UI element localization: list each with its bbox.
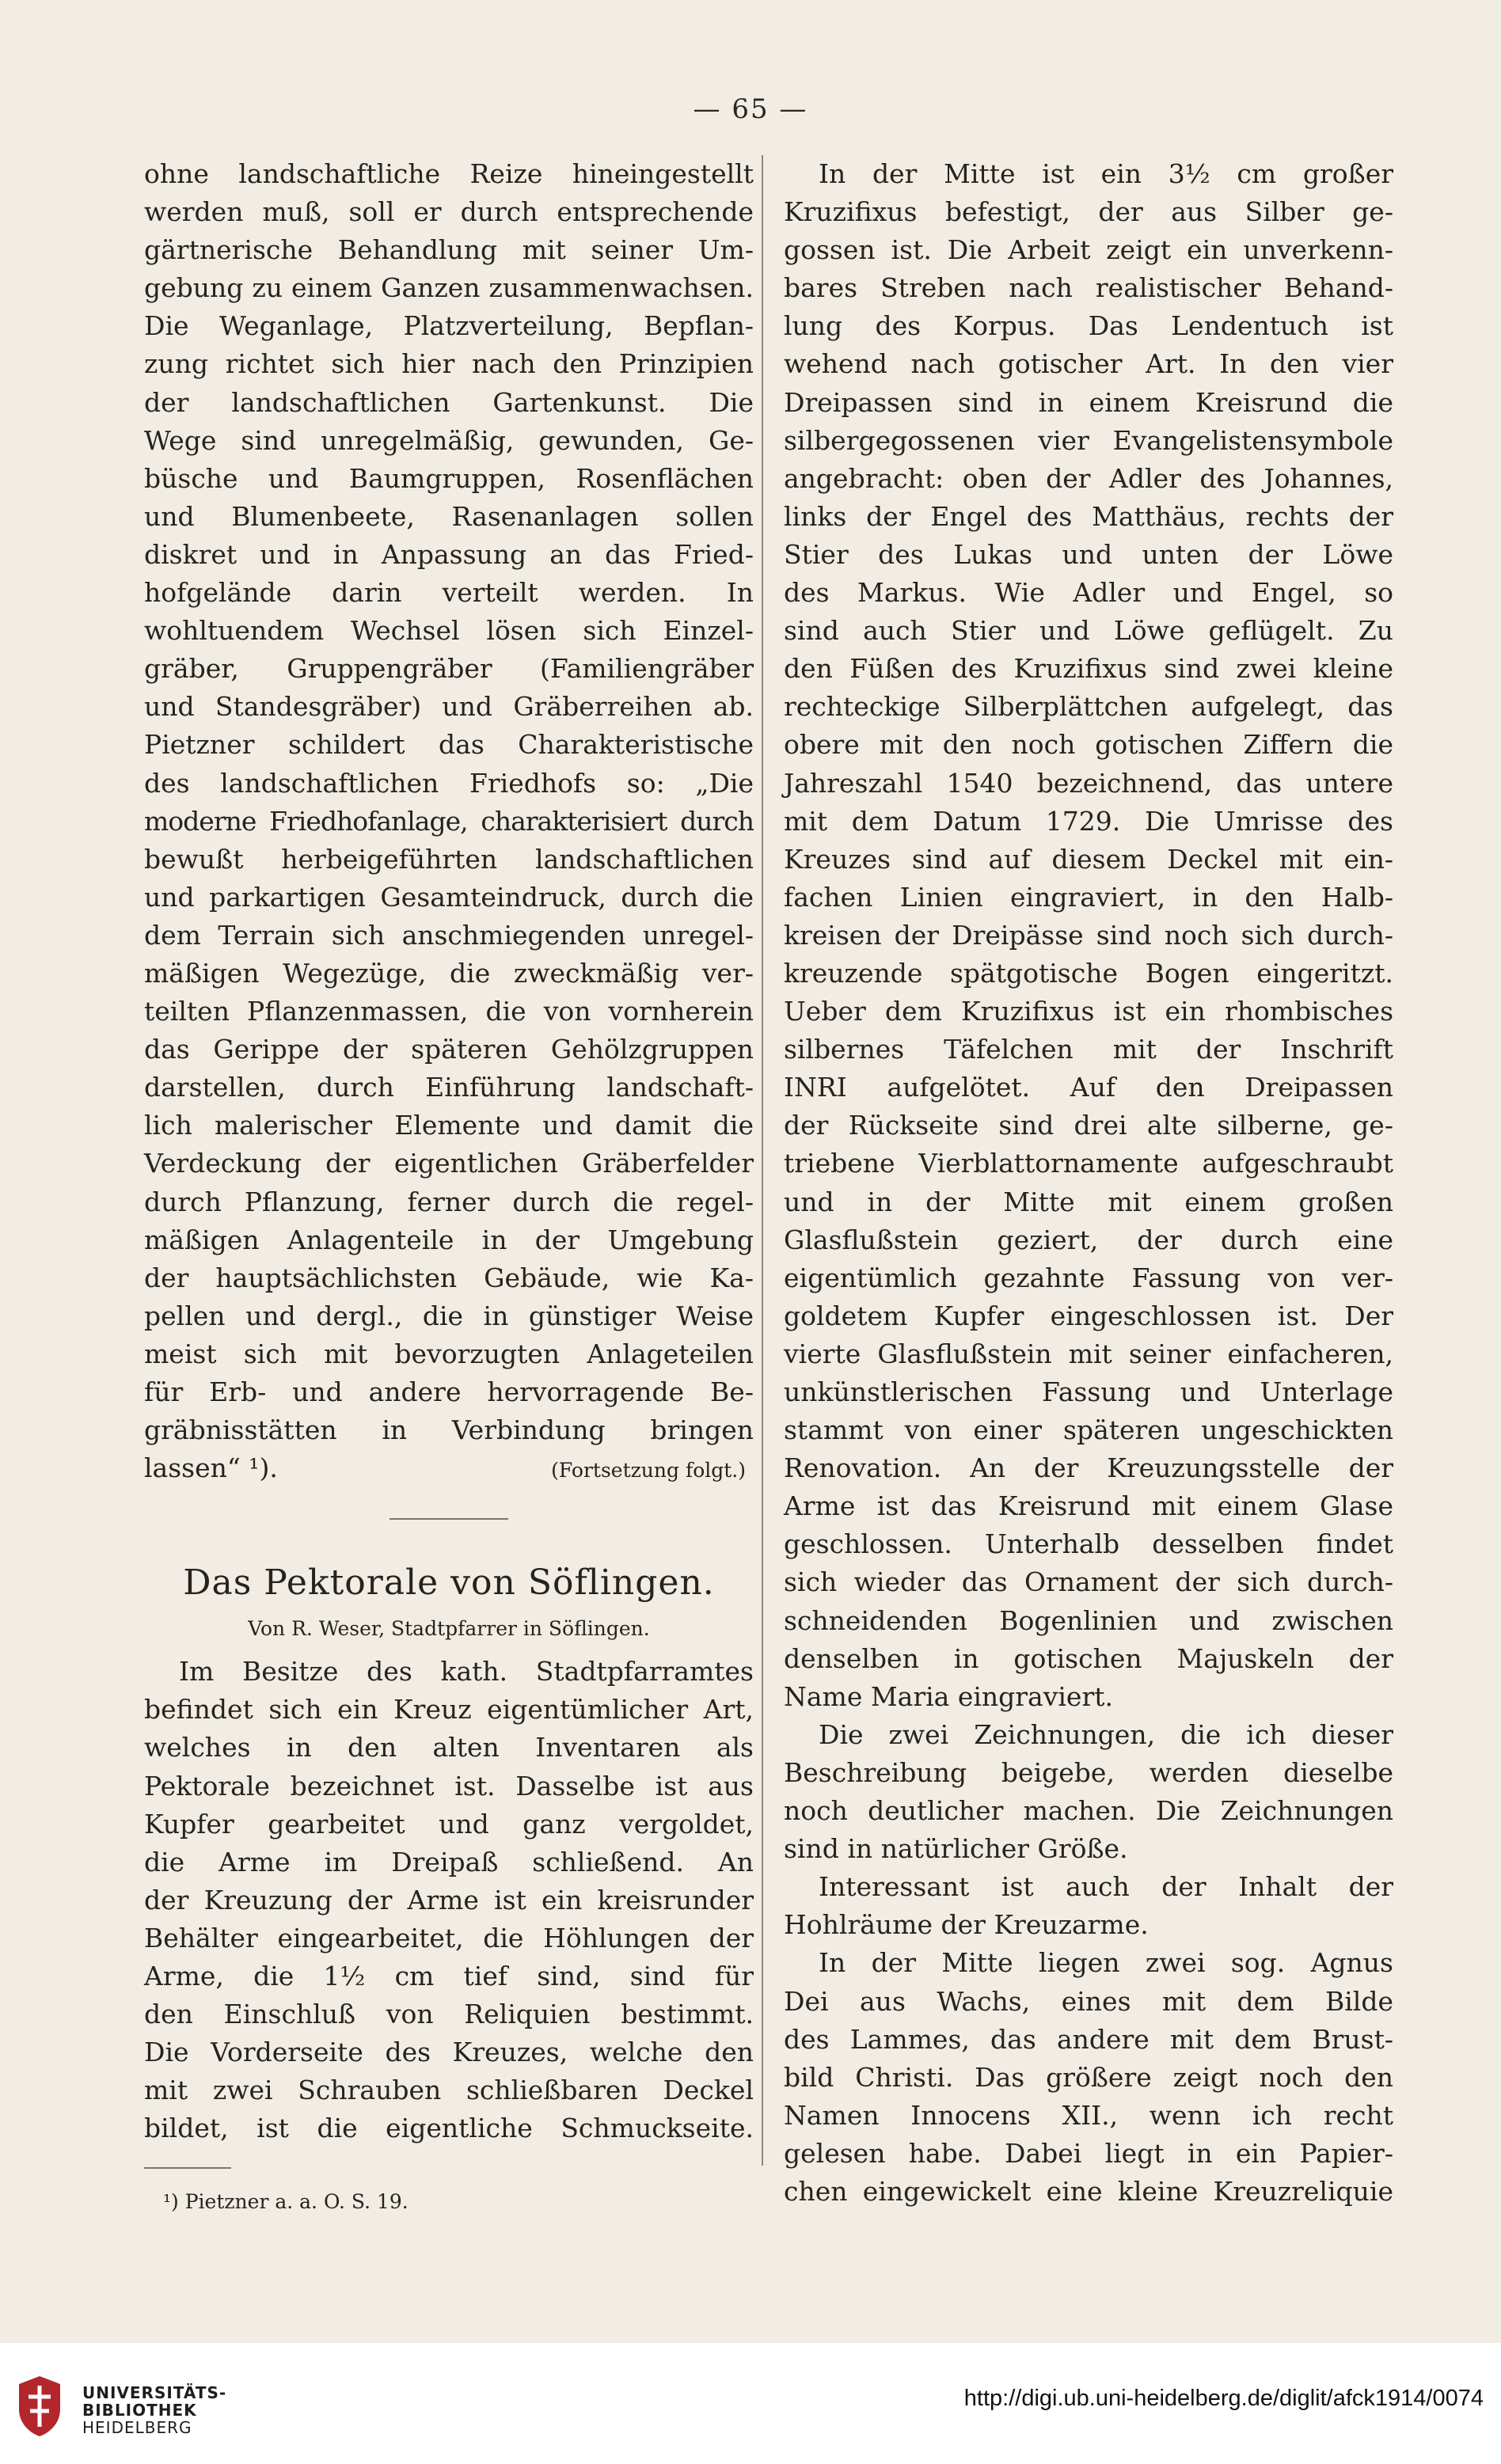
- continuation-note: (Fortsetzung folgt.): [551, 1459, 746, 1483]
- text-line: eigentümlich gezahnte Fassung von ver-: [784, 1262, 1393, 1293]
- text-line: teilten Pflanzenmassen, die von vornherein: [144, 996, 754, 1027]
- text-line: Dei aus Wachs, eines mit dem Bilde: [784, 1985, 1393, 2017]
- text-line: bild Christi. Das größere zeigt noch den: [784, 2061, 1393, 2093]
- text-line: Kreuzes sind auf diesem Deckel mit ein-: [784, 843, 1393, 875]
- page-number: — 65 —: [693, 93, 808, 125]
- text-line: kreisen der Dreipässe sind noch sich durch-: [784, 919, 1393, 951]
- closing-line-row: [144, 1449, 754, 1490]
- text-line: denselben in gotischen Majuskeln der: [784, 1642, 1393, 1674]
- text-line: angebracht: oben der Adler des Johannes,: [784, 462, 1393, 494]
- text-line: Behälter eingearbeitet, die Höhlungen der: [144, 1922, 754, 1953]
- text-line: werden muß, soll er durch entsprechende: [144, 196, 754, 228]
- text-line: welches in den alten Inventaren als: [144, 1732, 754, 1764]
- text-line: das Gerippe der späteren Gehölzgruppen: [144, 1034, 754, 1065]
- text-line: Beschreibung beigebe, werden dieselbe: [784, 1756, 1393, 1788]
- text-line: Jahreszahl 1540 bezeichnend, das untere: [784, 767, 1393, 799]
- text-line: meist sich mit bevorzugten Anlageteilen: [144, 1338, 754, 1369]
- article-title: Das Pektorale von Söflingen.: [183, 1562, 715, 1604]
- text-line: links der Engel des Matthäus, rechts der: [784, 500, 1393, 532]
- text-line: Im Besitze des kath. Stadtpfarramtes: [179, 1656, 754, 1688]
- text-line: hofgelände darin verteilt werden. In: [144, 577, 754, 609]
- text-line: lassen“ ¹).: [144, 1452, 278, 1484]
- text-line: Namen Innocens XII., wenn ich recht: [784, 2099, 1393, 2131]
- text-line: befindet sich ein Kreuz eigentümlicher Art,: [144, 1694, 754, 1726]
- paragraph-contents: [784, 1868, 1393, 1944]
- text-line: In der Mitte ist ein 3½ cm großer: [819, 158, 1393, 189]
- text-line: Dreipassen sind in einem Kreisrund die: [784, 386, 1393, 418]
- text-line: schneidenden Bogenlinien und zwischen: [784, 1604, 1393, 1636]
- text-line: silbergegossenen vier Evangelistensymbole: [784, 424, 1393, 456]
- text-line: Arme, die 1½ cm tief sind, sind für: [144, 1961, 754, 1992]
- text-line: sich wieder das Ornament der sich durch-: [784, 1566, 1393, 1598]
- text-line: und Standesgräber) und Gräberreihen ab.: [144, 691, 754, 723]
- text-line: Kupfer gearbeitet und ganz vergoldet,: [144, 1808, 754, 1839]
- paragraph-agnus-dei: [784, 1944, 1393, 2211]
- text-line: Arme ist das Kreisrund mit einem Glase: [784, 1490, 1393, 1522]
- left-text-block: [144, 155, 754, 1490]
- text-line: Verdeckung der eigentlichen Gräberfelder: [144, 1148, 754, 1179]
- text-line: Hohlräume der Kreuzarme.: [784, 1909, 1149, 1941]
- text-line: moderne Friedhofanlage, charakterisiert durch: [144, 805, 754, 837]
- library-name-line: HEIDELBERG: [82, 2418, 192, 2437]
- text-line: bares Streben nach realistischer Behand-: [784, 272, 1393, 304]
- text-line: Renovation. An der Kreuzungsstelle der: [784, 1452, 1393, 1484]
- text-line: mäßigen Wegezüge, die zweckmäßig ver-: [144, 957, 754, 989]
- text-line: Glasflußstein geziert, der durch eine: [784, 1224, 1393, 1255]
- text-line: der Kreuzung der Arme ist ein kreisrunder: [144, 1884, 754, 1915]
- text-line: gräber, Gruppengräber (Familiengräber: [144, 653, 754, 685]
- text-line: obere mit den noch gotischen Ziffern die: [784, 729, 1393, 761]
- footnote-divider: [144, 2167, 231, 2169]
- text-line: gärtnerische Behandlung mit seiner Um-: [144, 234, 754, 266]
- text-line: Die zwei Zeichnungen, die ich dieser: [819, 1718, 1393, 1750]
- text-line: büsche und Baumgruppen, Rosenflächen: [144, 462, 754, 494]
- text-line: wohltuendem Wechsel lösen sich Einzel-: [144, 615, 754, 647]
- text-line: lung des Korpus. Das Lendentuch ist: [784, 310, 1393, 342]
- text-line: Ueber dem Kruzifixus ist ein rhombisches: [784, 996, 1393, 1027]
- text-line: und parkartigen Gesamteindruck, durch die: [144, 881, 754, 913]
- text-line: darstellen, durch Einführung landschaft-: [144, 1072, 754, 1103]
- text-line: für Erb- und andere hervorragende Be-: [144, 1376, 754, 1407]
- text-line: silbernes Täfelchen mit der Inschrift: [784, 1034, 1393, 1065]
- text-line: der hauptsächlichsten Gebäude, wie Ka-: [144, 1262, 754, 1293]
- text-line: chen eingewickelt eine kleine Kreuzreliquie: [784, 2175, 1393, 2207]
- text-line: sind auch Stier und Löwe geflügelt. Zu: [784, 615, 1393, 647]
- text-line: mit dem Datum 1729. Die Umrisse des: [784, 805, 1393, 837]
- text-line: der landschaftlichen Gartenkunst. Die: [144, 386, 754, 418]
- text-line: dem Terrain sich anschmiegenden unregel-: [144, 919, 754, 951]
- library-name-line: UNIVERSITÄTS-: [82, 2383, 227, 2402]
- text-line: durch Pflanzung, ferner durch die regel-: [144, 1186, 754, 1217]
- text-line: der Rückseite sind drei alte silberne, ge-: [784, 1110, 1393, 1141]
- text-line: mäßigen Anlagenteile in der Umgebung: [144, 1224, 754, 1255]
- text-line: gelesen habe. Dabei liegt in ein Papier-: [784, 2137, 1393, 2169]
- article-byline: Von R. Weser, Stadtpfarrer in Söflingen.: [248, 1617, 650, 1641]
- library-footer: [0, 2343, 1501, 2464]
- text-line: Wege sind unregelmäßig, gewunden, Ge-: [144, 424, 754, 456]
- text-line: pellen und dergl., die in günstiger Weise: [144, 1300, 754, 1331]
- column-divider: [762, 155, 763, 2166]
- text-line: Interessant ist auch der Inhalt der: [819, 1871, 1393, 1903]
- text-line: rechteckige Silberplättchen aufgelegt, das: [784, 691, 1393, 723]
- text-line: In der Mitte liegen zwei sog. Agnus: [819, 1947, 1393, 1979]
- text-line: vierte Glasflußstein mit seiner einfacheren,: [784, 1338, 1393, 1369]
- text-line: zung richtet sich hier nach den Prinzipien: [144, 348, 754, 380]
- text-line: triebene Vierblattornamente aufgeschraubt: [784, 1148, 1393, 1179]
- text-line: mit zwei Schrauben schließbaren Deckel: [144, 2075, 754, 2106]
- text-line: INRI aufgelötet. Auf den Dreipassen: [784, 1072, 1393, 1103]
- footnote: ¹) Pietzner a. a. O. S. 19.: [163, 2189, 408, 2213]
- text-line: Pektorale bezeichnet ist. Dasselbe ist aus: [144, 1770, 754, 1801]
- text-line: Die Weganlage, Platzverteilung, Bepflan-: [144, 310, 754, 342]
- text-line: des Lammes, das andere mit dem Brust-: [784, 2023, 1393, 2055]
- text-line: wehend nach gotischer Art. In den vier: [784, 348, 1393, 380]
- text-line: die Arme im Dreipaß schließend. An: [144, 1846, 754, 1877]
- text-line: gebung zu einem Ganzen zusammenwachsen.: [144, 272, 754, 304]
- text-line: Pietzner schildert das Charakteristische: [144, 729, 754, 761]
- text-line: noch deutlicher machen. Die Zeichnungen: [784, 1795, 1393, 1827]
- section-divider: [390, 1518, 508, 1520]
- text-line: des Markus. Wie Adler und Engel, so: [784, 577, 1393, 609]
- text-line: Die Vorderseite des Kreuzes, welche den: [144, 2037, 754, 2068]
- text-line: den Einschluß von Reliquien bestimmt.: [144, 1999, 754, 2030]
- text-line: geschlossen. Unterhalb desselben findet: [784, 1528, 1393, 1560]
- text-line: bewußt herbeigeführten landschaftlichen: [144, 843, 754, 875]
- text-line: fachen Linien eingraviert, in den Halb-: [784, 881, 1393, 913]
- text-line: unkünstlerischen Fassung und Unterlage: [784, 1376, 1393, 1407]
- text-line: stammt von einer späteren ungeschickten: [784, 1414, 1393, 1446]
- right-column: [784, 155, 1393, 2211]
- text-line: und Blumenbeete, Rasenanlagen sollen: [144, 500, 754, 532]
- article-text-block: [144, 1653, 754, 2147]
- library-name-line: BIBLIOTHEK: [82, 2401, 197, 2420]
- text-line: Name Maria eingraviert.: [784, 1680, 1113, 1712]
- text-line: goldetem Kupfer eingeschlossen ist. Der: [784, 1300, 1393, 1331]
- text-line: kreuzende spätgotische Bogen eingeritzt.: [784, 957, 1393, 989]
- text-line: bildet, ist die eigentliche Schmuckseite.: [144, 2113, 754, 2144]
- library-seal-icon: [17, 2375, 62, 2438]
- library-name: [82, 2384, 226, 2436]
- text-line: gossen ist. Die Arbeit zeigt ein unverkenn-: [784, 234, 1393, 266]
- text-line: des landschaftlichen Friedhofs so: „Die: [144, 767, 754, 799]
- text-line: und in der Mitte mit einem großen: [784, 1186, 1393, 1217]
- text-line: gräbnisstätten in Verbindung bringen: [144, 1414, 754, 1446]
- text-line: Stier des Lukas und unten der Löwe: [784, 538, 1393, 570]
- text-line: diskret und in Anpassung an das Fried-: [144, 538, 754, 570]
- source-url-link[interactable]: http://digi.ub.uni-heidelberg.de/diglit/afck1914/0074: [963, 2386, 1484, 2411]
- paragraph-drawings: [784, 1716, 1393, 1868]
- text-line: sind in natürlicher Größe.: [784, 1833, 1128, 1865]
- text-line: den Füßen des Kruzifixus sind zwei kleine: [784, 653, 1393, 685]
- paragraph-description: [784, 155, 1393, 1716]
- text-line: lich malerischer Elemente und damit die: [144, 1110, 754, 1141]
- text-line: ohne landschaftliche Reize hineingestellt: [144, 158, 754, 189]
- text-line: Kruzifixus befestigt, der aus Silber ge-: [784, 196, 1393, 228]
- left-column: [144, 155, 754, 2218]
